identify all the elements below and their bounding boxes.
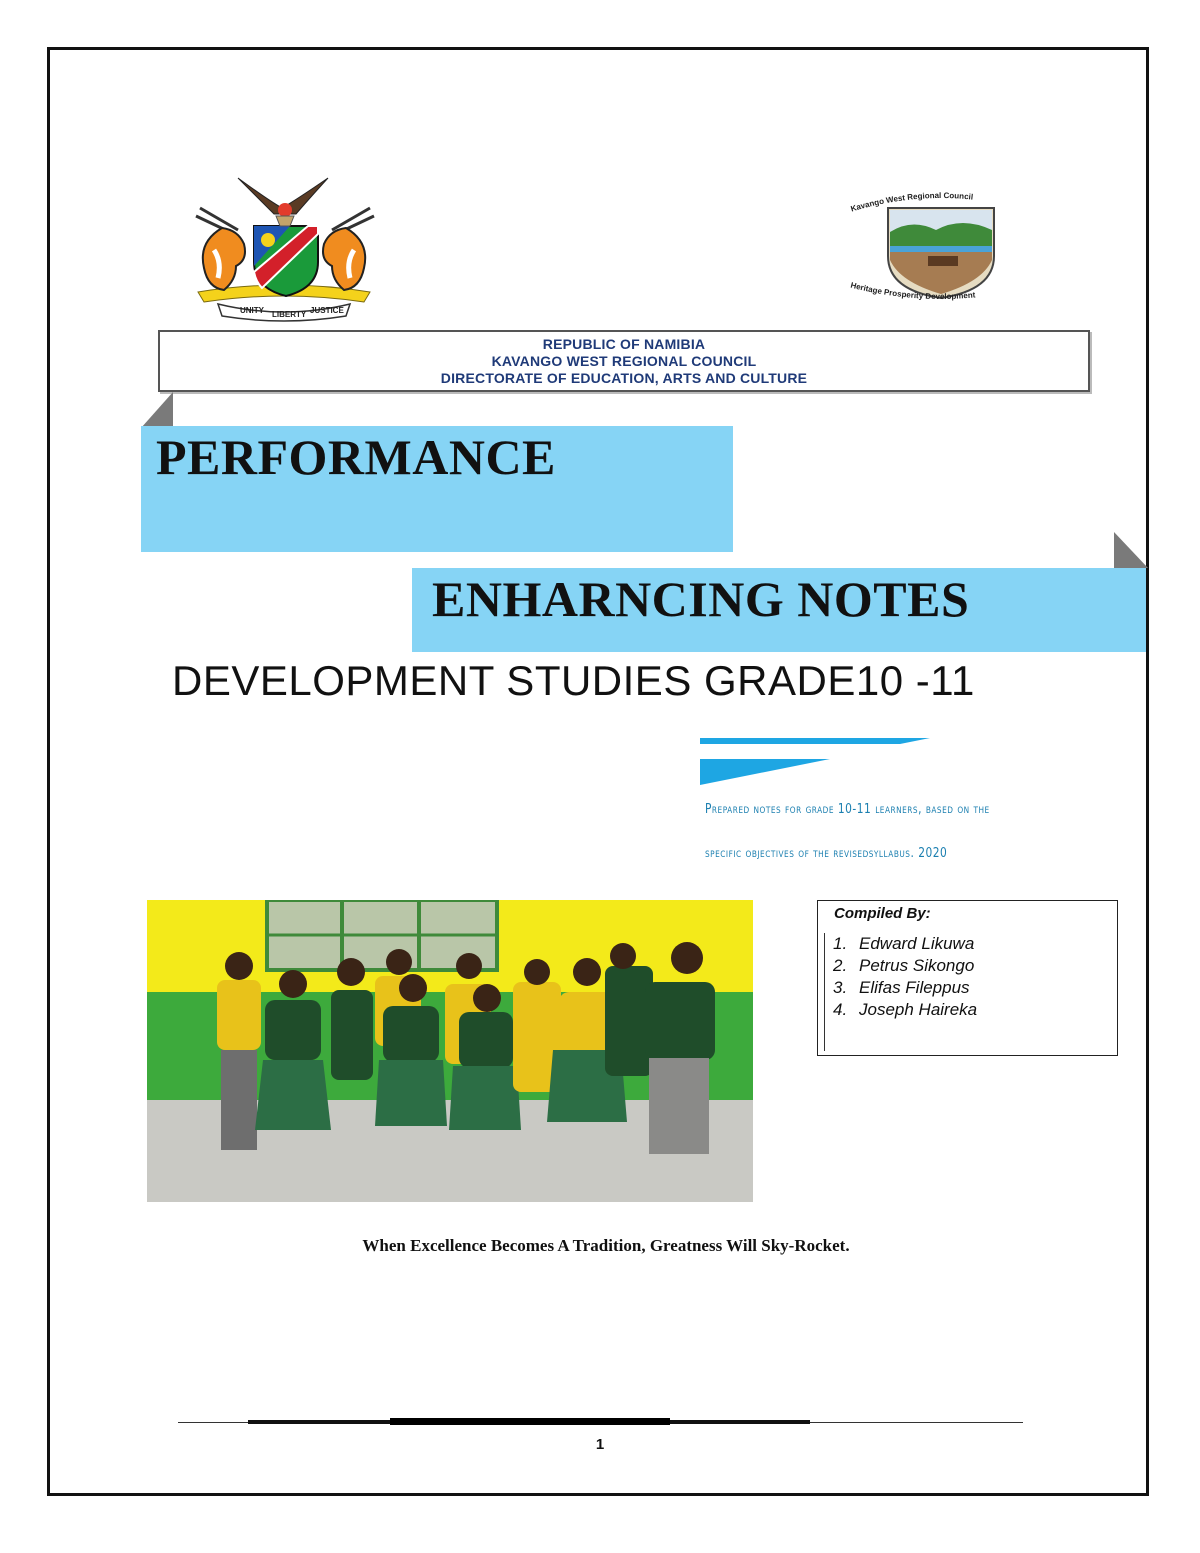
list-item	[833, 999, 977, 1021]
coat-motto-unity: UNITY	[240, 306, 264, 315]
list-item	[833, 933, 977, 955]
compiled-by-list	[824, 933, 977, 1051]
list-item	[833, 977, 977, 999]
compiled-by-title: Compiled By:	[834, 905, 931, 922]
author-name: Joseph Haireka	[859, 1000, 978, 1019]
compiled-by-box	[817, 900, 1118, 1056]
list-item	[833, 955, 977, 977]
author-number: 1.	[833, 934, 848, 953]
prepared-note-line-2: specific objectives of the revisedsyllabus. 2020	[705, 846, 948, 861]
header-line-council: KAVANGO WEST REGIONAL COUNCIL	[491, 352, 757, 369]
author-number: 3.	[833, 978, 848, 997]
seal-top-text: Kavango West Regional Council	[849, 190, 974, 214]
header-line-directorate: DIRECTORATE OF EDUCATION, ARTS AND CULTURE	[440, 369, 808, 386]
header-line-republic: REPUBLIC OF NAMIBIA	[542, 335, 706, 352]
prepared-note-line-1: Prepared notes for grade 10-11 learners, based on the	[705, 802, 990, 817]
accent-wedge	[700, 759, 830, 785]
learners-group-photo	[147, 900, 753, 1202]
author-number: 2.	[833, 956, 848, 975]
accent-line	[700, 738, 930, 744]
prepared-note	[705, 788, 1148, 876]
author-name: Edward Likuwa	[859, 934, 975, 953]
title-line-2: ENHARNCING NOTES	[432, 571, 970, 627]
author-name: Elifas Fileppus	[859, 978, 970, 997]
coat-motto-justice: JUSTICE	[310, 306, 344, 315]
subject-title: DEVELOPMENT STUDIES GRADE10 -11	[172, 657, 975, 704]
seal-bottom-text: Heritage Prosperity Development	[849, 280, 976, 302]
coat-motto-liberty: LIBERTY	[272, 310, 307, 319]
motto: When Excellence Becomes A Tradition, Greatness Will Sky-Rocket.	[362, 1236, 850, 1255]
namibia-coat-of-arms-logo	[178, 170, 390, 322]
footer-divider-thick	[390, 1418, 670, 1425]
banner-corner-triangle	[141, 392, 173, 428]
header-box	[158, 330, 1090, 392]
title-line-1: PERFORMANCE	[156, 429, 556, 485]
regional-council-seal-logo	[832, 186, 1050, 312]
author-name: Petrus Sikongo	[859, 956, 975, 975]
author-number: 4.	[833, 1000, 848, 1019]
banner-corner-triangle-right	[1114, 532, 1148, 568]
page-number: 1	[595, 1436, 605, 1453]
